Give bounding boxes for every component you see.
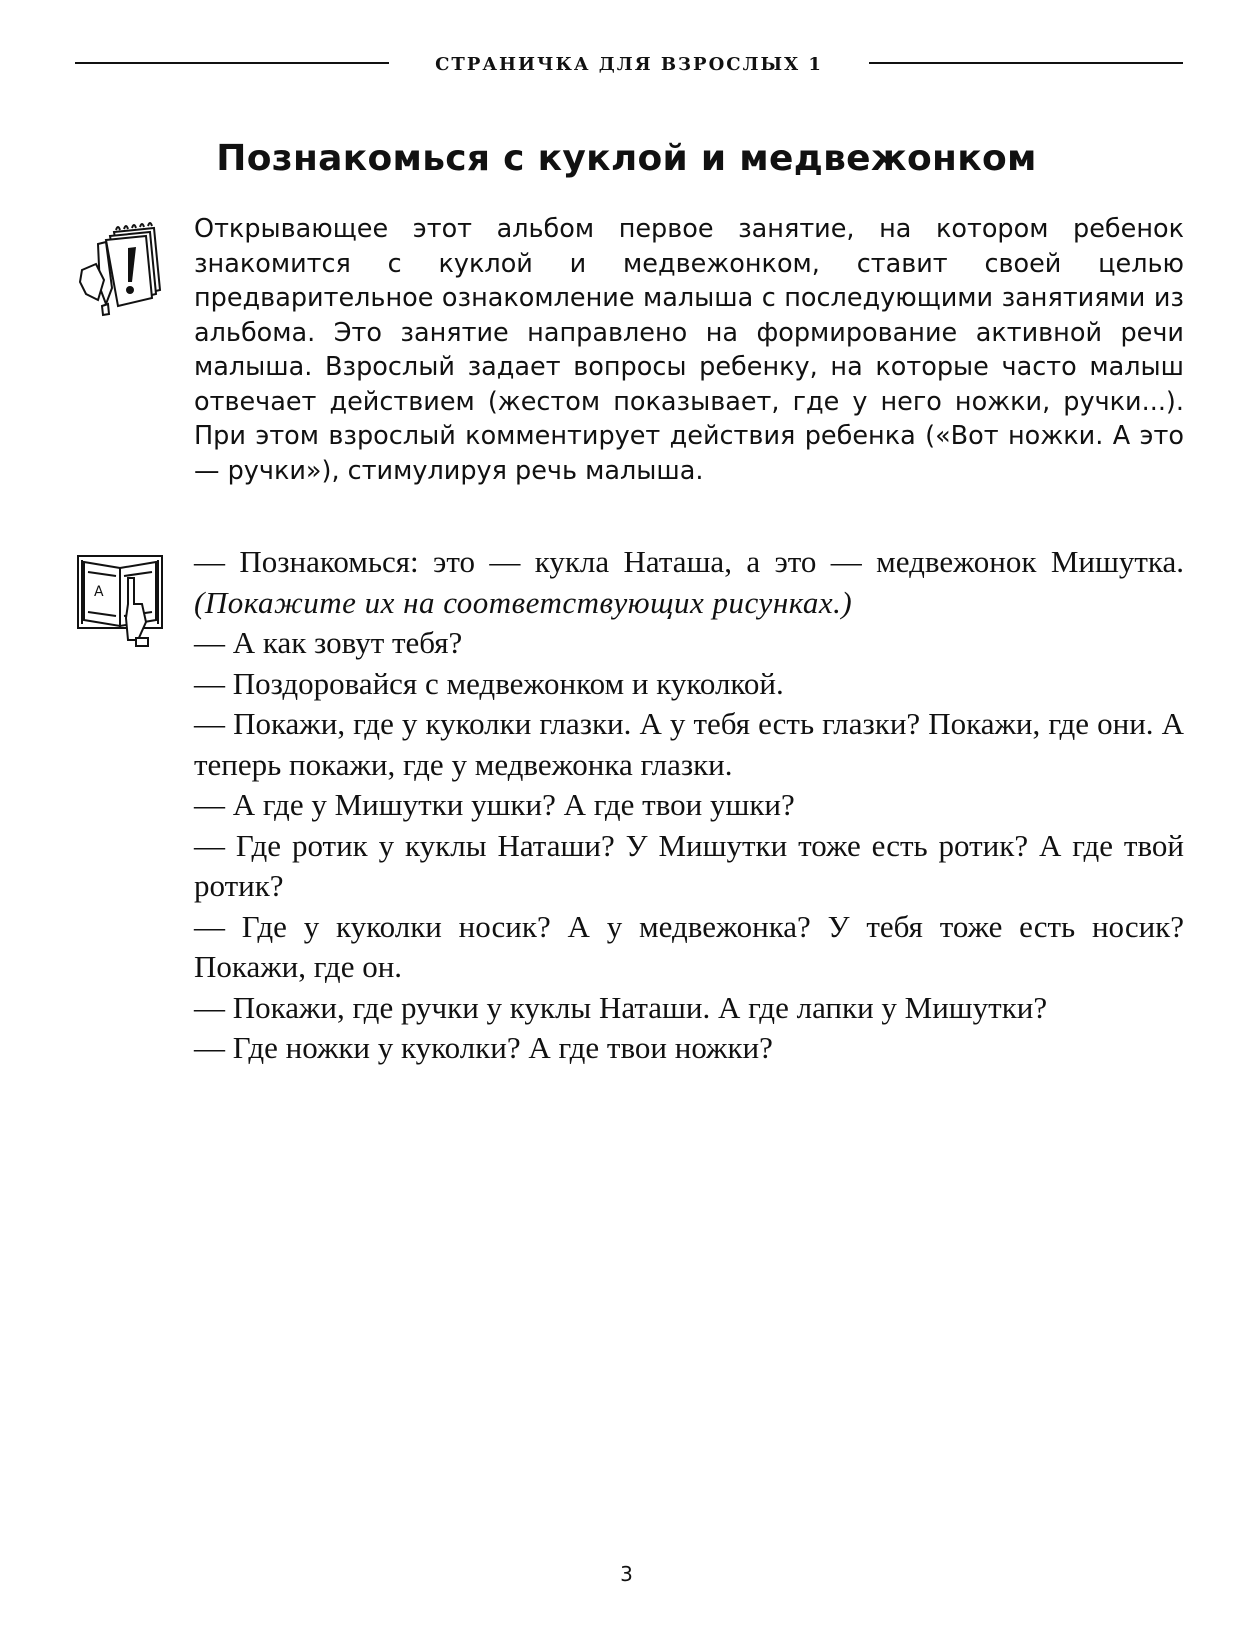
dialog-line: — А как зовут тебя? xyxy=(194,625,463,660)
dialog-line xyxy=(194,542,1184,623)
dialog-line: — Где ножки у куколки? А где твои ножки? xyxy=(194,1030,773,1065)
notepad-exclamation-icon xyxy=(76,218,168,318)
dialog-first-line: — Познакомься: это — кукла Наташа, а это — медвежонок Мишутка. xyxy=(194,544,1184,579)
page-header xyxy=(75,44,1183,84)
dialog-line: — Покажи, где ручки у куклы Наташи. А где лапки у Мишутки? xyxy=(194,989,1048,1025)
header-text: СТРАНИЧКА ДЛЯ ВЗРОСЛЫХ 1 xyxy=(435,53,823,75)
header-rule-left xyxy=(75,62,389,64)
page-number: 3 xyxy=(620,1562,633,1586)
dialog-line: — Поздоровайся с медвежонком и куколкой. xyxy=(194,665,784,701)
dialog-line: — Покажи, где у куколки глазки. А у тебя есть глазки? Покажи, где они. А теперь покажи, где у медвежонка глазки. xyxy=(194,706,1184,782)
book-pointing-hand-icon xyxy=(76,548,168,648)
dialog-line: — Где у куколки носик? А у медвежонка? У тебя тоже есть носик? Покажи, где он. xyxy=(194,908,1184,984)
header-rule-right xyxy=(869,62,1183,64)
dialog-first-note: (Покажите их на соответствующих рисунках.) xyxy=(194,584,853,620)
intro-paragraph: Открывающее этот альбом первое занятие, на котором ребенок знакомится с куклой и медвежонком, ставит своей целью предварительное ознакомление малыша с последующими занятиями из альбома. Это занятие направлено на формирование активной речи малыша. Взрослый задает вопросы ребенку, на которые часто малыш отвечает действием (жестом показывает, где у него ножки, ручки...). При этом взрослый комментирует действия ребенка («Вот ножки. А это — ручки»), стимулируя речь малыша. xyxy=(194,214,1184,486)
page-title: Познакомься с куклой и медвежонком xyxy=(216,138,1037,179)
svg-text:A: A xyxy=(94,584,104,600)
dialog-block xyxy=(194,542,1184,1069)
dialog-line: — Где ротик у куклы Наташи? У Мишутки тоже есть ротик? А где твой ротик? xyxy=(194,827,1184,903)
dialog-line: — А где у Мишутки ушки? А где твои ушки? xyxy=(194,787,795,822)
